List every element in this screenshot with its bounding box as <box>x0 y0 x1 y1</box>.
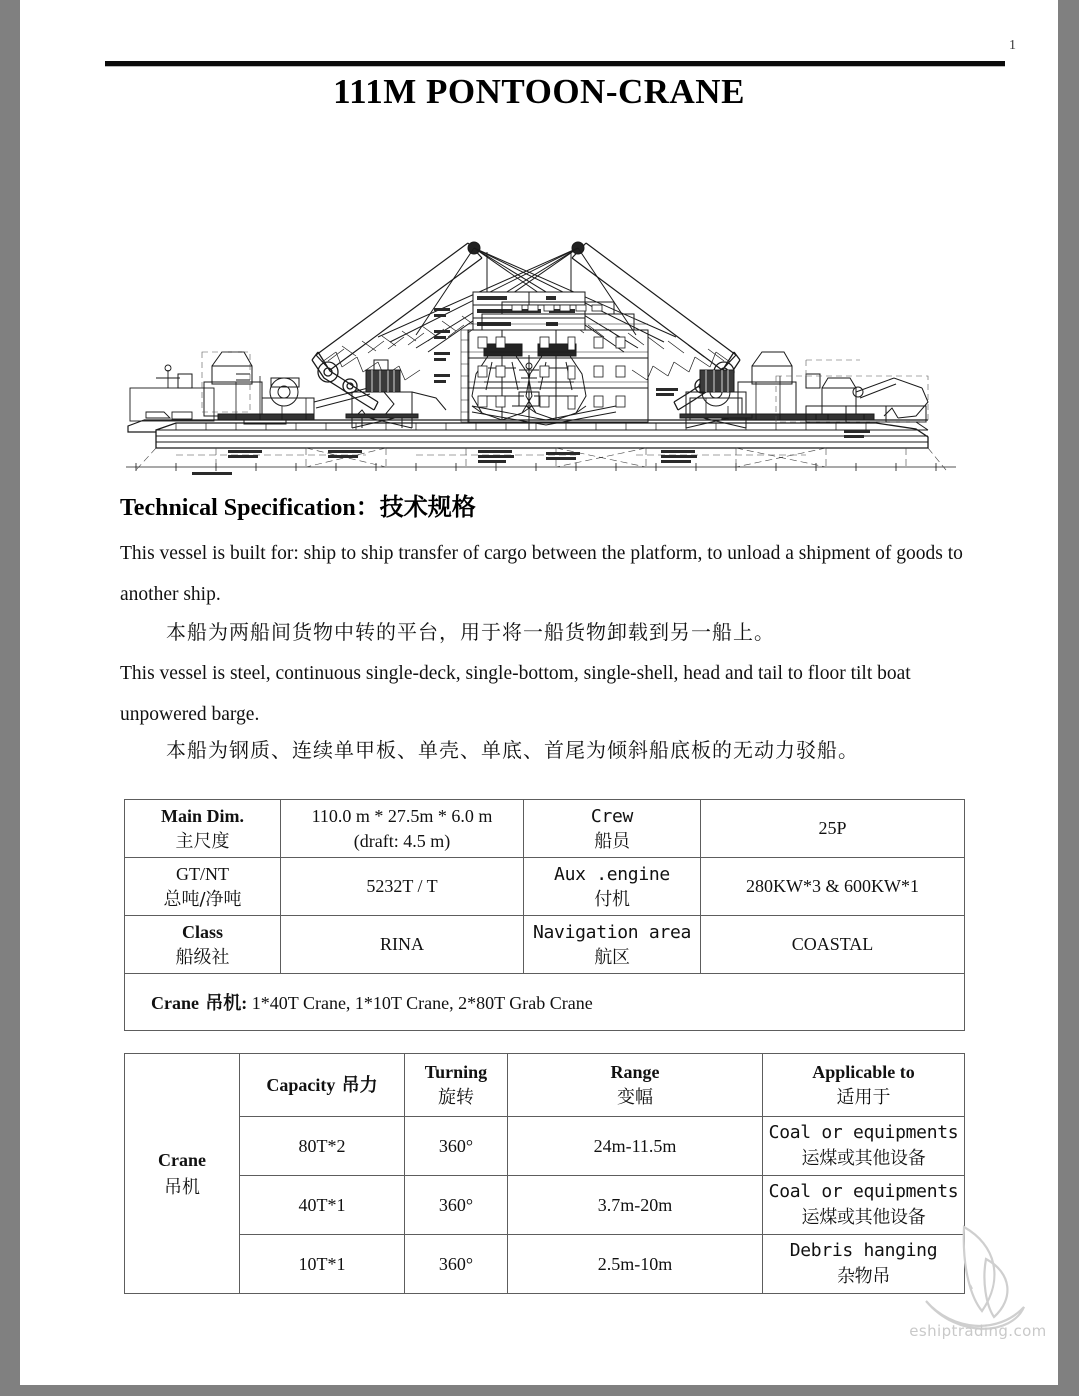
cell-class-value: RINA <box>281 916 524 974</box>
label-en: Crew <box>590 805 634 827</box>
crane-summary-label-en: Crane <box>151 993 199 1013</box>
label-en: Aux .engine <box>554 863 670 885</box>
crane-summary-value: 1*40T Crane, 1*10T Crane, 2*80T Grab Crane <box>251 993 593 1013</box>
cell-turning: 360° <box>405 1176 508 1235</box>
cell-class-label <box>125 916 281 974</box>
header-en: Range <box>610 1062 660 1082</box>
table-row <box>125 916 965 974</box>
header-rule <box>105 61 1005 67</box>
label-en: GT/NT <box>176 863 229 884</box>
table-row <box>125 800 965 858</box>
page-title: 111M PONTOON-CRANE <box>333 72 745 111</box>
table-row <box>125 974 965 1031</box>
cell-capacity: 10T*1 <box>240 1235 405 1294</box>
paragraph-cn-2: 本船为钢质、连续单甲板、单壳、单底、首尾为倾斜船底板的无动力驳船。 <box>166 738 859 762</box>
applicable-cn: 杂物吊 <box>836 1266 891 1287</box>
cell-turning: 360° <box>405 1117 508 1176</box>
page-number: 1 <box>1009 38 1016 53</box>
applicable-en: Coal or equipments <box>768 1122 959 1143</box>
label-en: Class <box>181 921 223 942</box>
header-en: Capacity <box>266 1074 336 1095</box>
header-applicable-to <box>763 1054 965 1117</box>
header-range <box>508 1054 763 1117</box>
header-cn: 适用于 <box>836 1087 891 1108</box>
crane-specification-table <box>124 1053 965 1294</box>
paragraph-en-1: This vessel is built for: ship to ship transfer of cargo between the platform, to unload a shipment of goods to another ship. <box>120 543 963 605</box>
applicable-cn: 运煤或其他设备 <box>801 1207 926 1228</box>
label-cn: 付机 <box>594 888 630 910</box>
section-heading-en: Technical Specification <box>120 495 356 521</box>
cell-crane-summary <box>125 974 965 1031</box>
cell-gtnt-label <box>125 858 281 916</box>
table-row <box>125 1176 965 1235</box>
section-heading <box>120 487 476 522</box>
label-cn: 船级社 <box>175 946 230 968</box>
cell-crew-value: 25P <box>701 800 965 858</box>
section-heading-cn: 技术规格 <box>379 493 476 521</box>
vessel-technical-drawing <box>116 130 982 475</box>
cell-applicable <box>763 1235 965 1294</box>
cell-navigation-area-value: COASTAL <box>701 916 965 974</box>
paragraph-en-2: This vessel is steel, continuous single-deck, single-bottom, single-shell, head and tail to floor tilt boat unpowered barge. <box>120 663 911 725</box>
header-cn: 旋转 <box>438 1087 474 1108</box>
table-row <box>125 1235 965 1294</box>
cell-turning: 360° <box>405 1235 508 1294</box>
cell-capacity: 40T*1 <box>240 1176 405 1235</box>
cell-main-dim-value <box>281 800 524 858</box>
header-cn: 变幅 <box>617 1087 653 1108</box>
header-capacity <box>240 1054 405 1117</box>
value-line-2: (draft: 4.5 m) <box>353 830 451 851</box>
cell-main-dim-label <box>125 800 281 858</box>
cell-applicable <box>763 1176 965 1235</box>
cell-navigation-area-label <box>524 916 701 974</box>
cell-range: 24m-11.5m <box>508 1117 763 1176</box>
label-en: Main Dim. <box>161 805 244 826</box>
applicable-cn: 运煤或其他设备 <box>801 1148 926 1169</box>
row-label-en: Crane <box>158 1149 206 1170</box>
row-label-cn: 吊机 <box>164 1176 200 1198</box>
section-heading-separator: ： <box>355 493 380 521</box>
table-header-row <box>125 1054 965 1117</box>
cell-gtnt-value: 5232T / T <box>281 858 524 916</box>
cell-crew-label <box>524 800 701 858</box>
table-row <box>125 1117 965 1176</box>
label-cn: 船员 <box>594 830 630 852</box>
cell-aux-engine-value: 280KW*3 & 600KW*1 <box>701 858 965 916</box>
label-cn: 航区 <box>594 946 630 968</box>
applicable-en: Debris hanging <box>789 1240 938 1261</box>
cell-capacity: 80T*2 <box>240 1117 405 1176</box>
label-en: Navigation area <box>532 921 692 943</box>
paragraph-cn-1: 本船为两船间货物中转的平台，用于将一船货物卸载到另一船上。 <box>166 620 775 644</box>
applicable-en: Coal or equipments <box>768 1181 959 1202</box>
cell-range: 2.5m-10m <box>508 1235 763 1294</box>
cell-aux-engine-label <box>524 858 701 916</box>
cell-range: 3.7m-20m <box>508 1176 763 1235</box>
label-cn: 主尺度 <box>175 830 230 852</box>
crane-summary-separator: : <box>241 993 248 1013</box>
cell-applicable <box>763 1117 965 1176</box>
header-en: Applicable to <box>812 1062 915 1082</box>
header-en: Turning <box>424 1062 488 1082</box>
main-specification-table <box>124 799 965 1031</box>
table-row <box>125 858 965 916</box>
header-turning <box>405 1054 508 1117</box>
watermark-text: eshiptrading.com <box>909 1322 1047 1340</box>
crane-summary-label-cn: 吊机 <box>205 993 242 1014</box>
cell-crane-row-label <box>125 1054 240 1294</box>
document-page <box>20 0 1058 1385</box>
header-cn: 吊力 <box>341 1074 378 1096</box>
label-cn: 总吨/净吨 <box>163 888 242 910</box>
value-line-1: 110.0 m * 27.5m * 6.0 m <box>311 805 493 826</box>
